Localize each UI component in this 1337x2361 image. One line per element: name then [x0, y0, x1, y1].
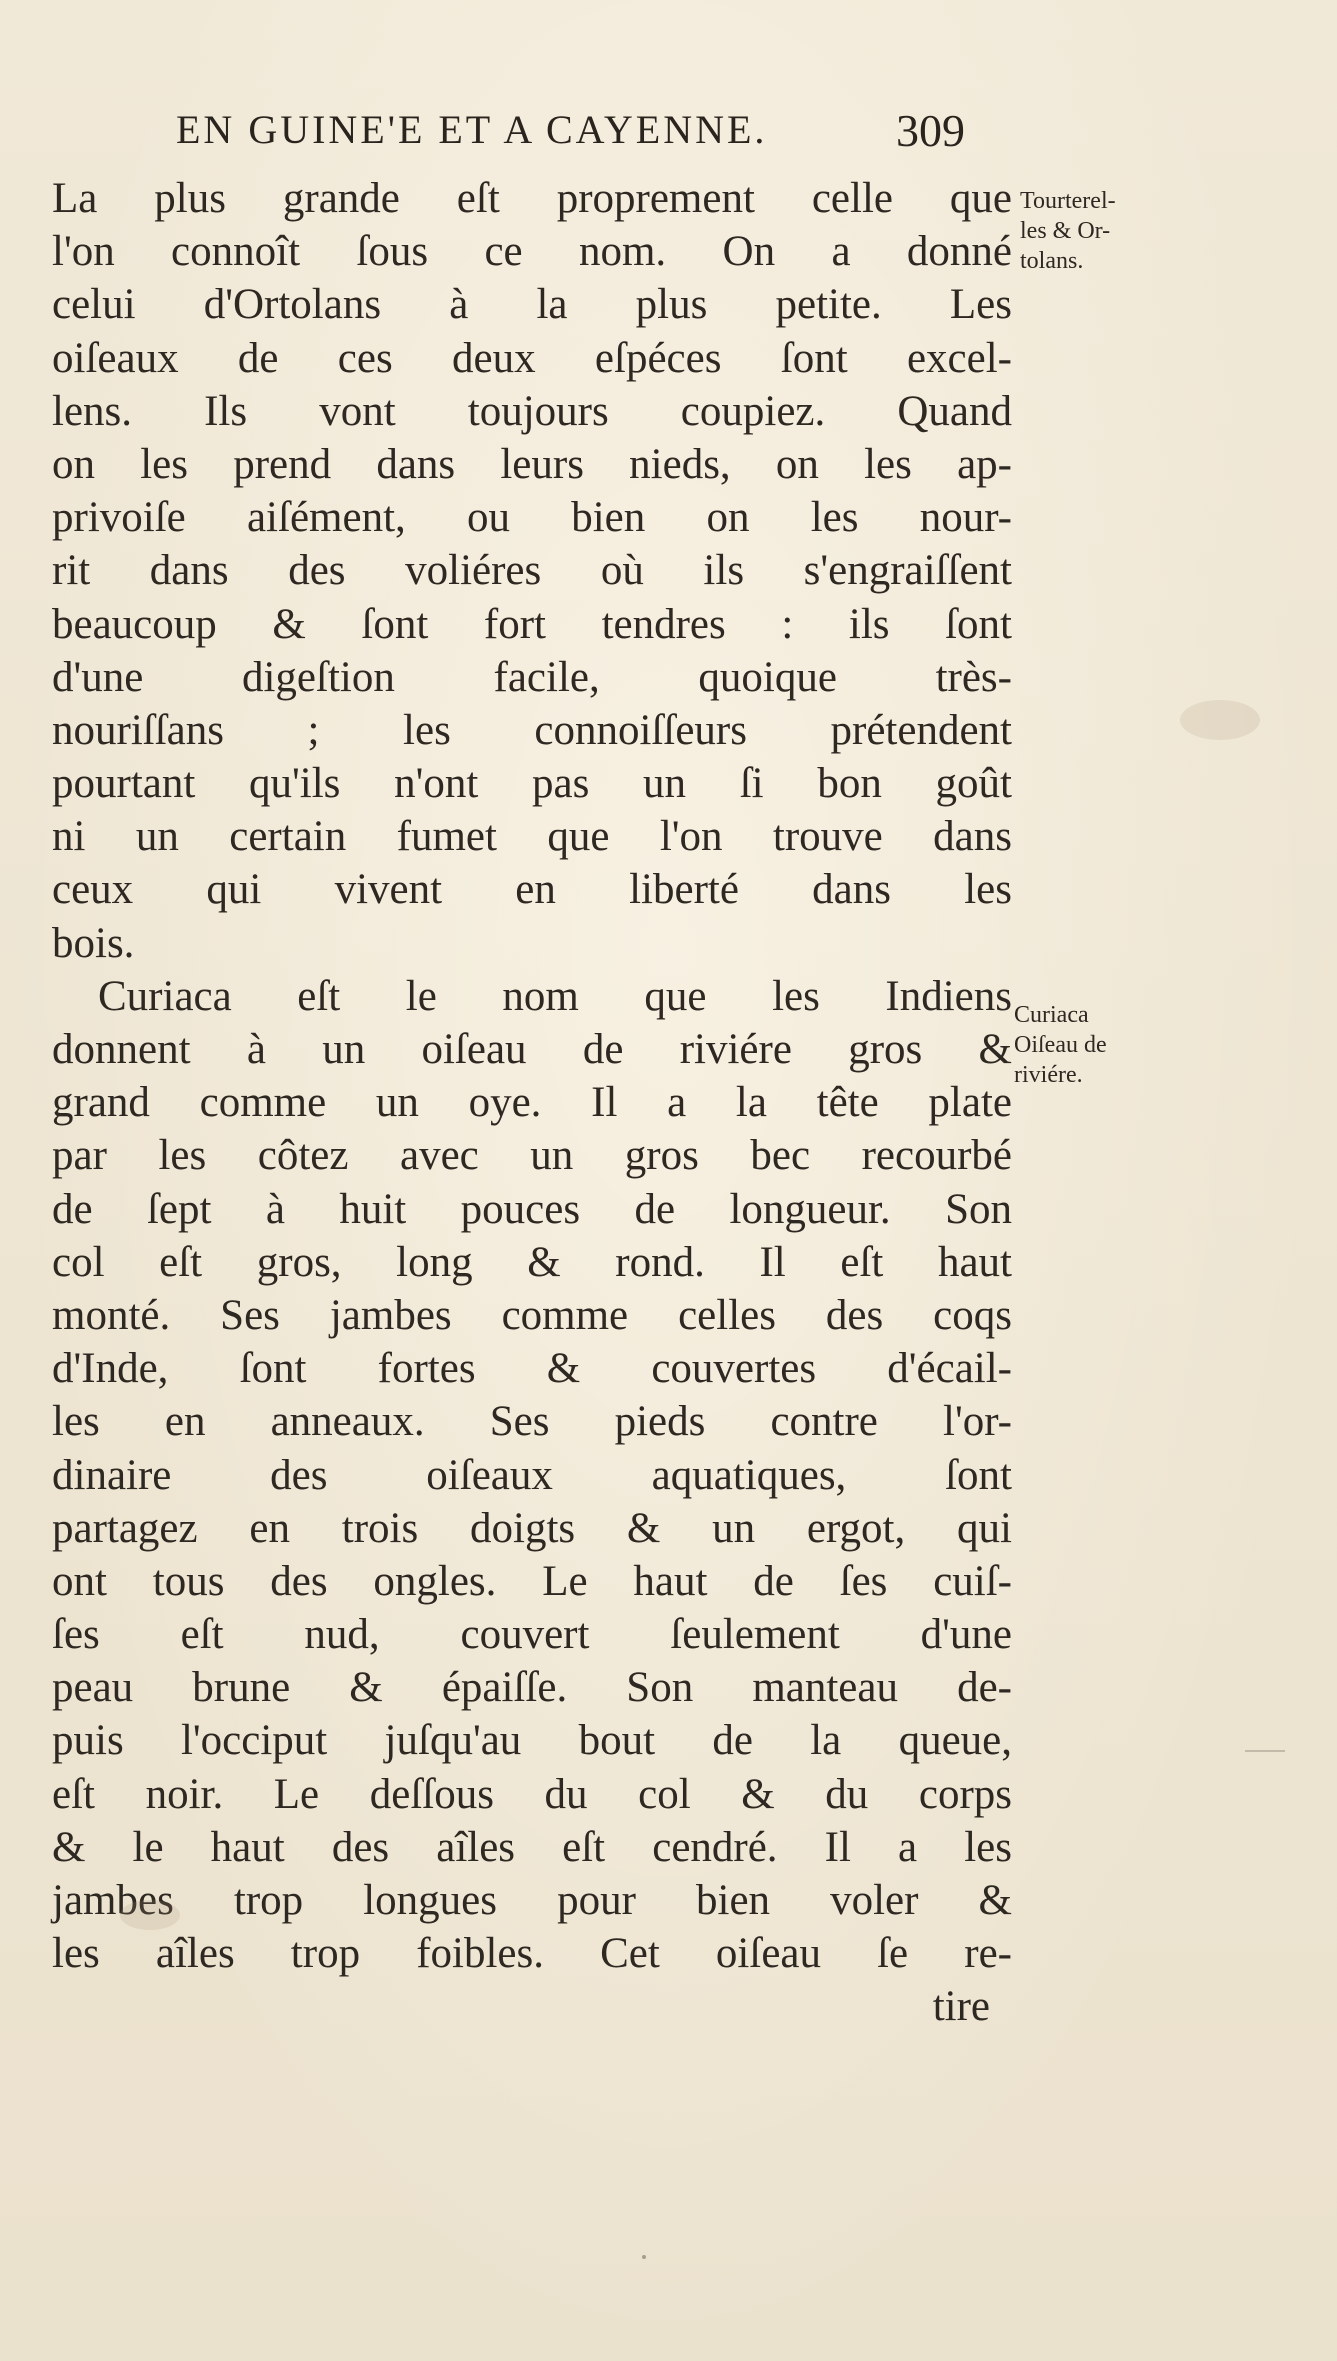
- text-line: dinaire des oiſeaux aquatiques, ſont: [52, 1451, 1012, 1499]
- text-line: ont tous des ongles. Le haut de ſes cuiſ-: [52, 1557, 1012, 1605]
- text-line: on les prend dans leurs nieds, on les ap-: [52, 440, 1012, 488]
- margin-note-line: Tourterel-: [1020, 188, 1116, 214]
- text-line: ceux qui vivent en liberté dans les: [52, 866, 1012, 914]
- text-line: d'Inde, ſont fortes & couvertes d'écail-: [52, 1345, 1012, 1393]
- text-line: privoiſe aiſément, ou bien on les nour-: [52, 494, 1012, 542]
- paper-stain: [1180, 700, 1260, 740]
- text-line: grand comme un oye. Il a la tête plate: [52, 1079, 1012, 1127]
- paper-stain: [120, 1900, 180, 1930]
- body-text: [52, 172, 1012, 2034]
- text-line: les aîles trop foibles. Cet oiſeau ſe re-: [52, 1930, 1012, 1978]
- catchword: tire: [932, 1983, 990, 2031]
- margin-note-line: les & Or-: [1020, 218, 1111, 244]
- paper-speck: [642, 2255, 646, 2259]
- text-line: pourtant qu'ils n'ont pas un ſi bon goût: [52, 760, 1012, 808]
- text-line: oiſeaux de ces deux eſpéces ſont excel-: [52, 334, 1012, 382]
- text-line: lens. Ils vont toujours coupiez. Quand: [52, 387, 1012, 435]
- text-line: rit dans des voliéres où ils s'engraiſſent: [52, 547, 1012, 595]
- margin-note-tourterelles: [1020, 186, 1116, 276]
- text-line: jambes trop longues pour bien voler &: [52, 1877, 1012, 1924]
- text-line: donnent à un oiſeau de riviére gros &: [52, 1026, 1012, 1073]
- running-title: EN GUINE'E ET A CAYENNE.: [176, 107, 768, 152]
- text-line: eſt noir. Le deſſous du col & du corps: [52, 1770, 1012, 1818]
- text-line: celui d'Ortolans à la plus petite. Les: [52, 281, 1012, 329]
- text-line: les en anneaux. Ses pieds contre l'or-: [52, 1398, 1012, 1446]
- text-line: beaucoup & ſont fort tendres : ils ſont: [52, 600, 1012, 648]
- text-line: d'une digeſtion facile, quoique très-: [52, 653, 1012, 701]
- text-line: La plus grande eſt proprement celle que: [52, 175, 1012, 222]
- text-line: monté. Ses jambes comme celles des coqs: [52, 1291, 1012, 1339]
- text-line: l'on connoît ſous ce nom. On a donné: [52, 228, 1012, 276]
- text-line: col eſt gros, long & rond. Il eſt haut: [52, 1238, 1012, 1286]
- page-number: 309: [896, 105, 965, 156]
- margin-pencil-mark: [1245, 1750, 1285, 1752]
- text-line: peau brune & épaiſſe. Son manteau de-: [52, 1664, 1012, 1712]
- text-line: bois.: [52, 919, 135, 967]
- text-line: ni un certain fumet que l'on trouve dans: [52, 813, 1012, 861]
- text-line: de ſept à huit pouces de longueur. Son: [52, 1185, 1012, 1233]
- margin-note-line: Curiaca: [1014, 1002, 1089, 1028]
- text-line: puis l'occiput juſqu'au bout de la queue,: [52, 1717, 1012, 1765]
- text-line: partagez en trois doigts & un ergot, qui: [52, 1504, 1012, 1552]
- text-line: ſes eſt nud, couvert ſeulement d'une: [52, 1611, 1012, 1659]
- margin-note-line: riviére.: [1014, 1062, 1083, 1088]
- margin-note-line: tolans.: [1020, 248, 1084, 274]
- text-line: par les côtez avec un gros bec recourbé: [52, 1132, 1012, 1180]
- text-line: nouriſſans ; les connoiſſeurs prétendent: [52, 706, 1012, 754]
- margin-note-curiaca: [1014, 1000, 1107, 1090]
- text-line: & le haut des aîles eſt cendré. Il a les: [52, 1823, 1012, 1871]
- text-line: Curiaca eſt le nom que les Indiens: [98, 972, 1012, 1020]
- margin-note-line: Oiſeau de: [1014, 1032, 1107, 1058]
